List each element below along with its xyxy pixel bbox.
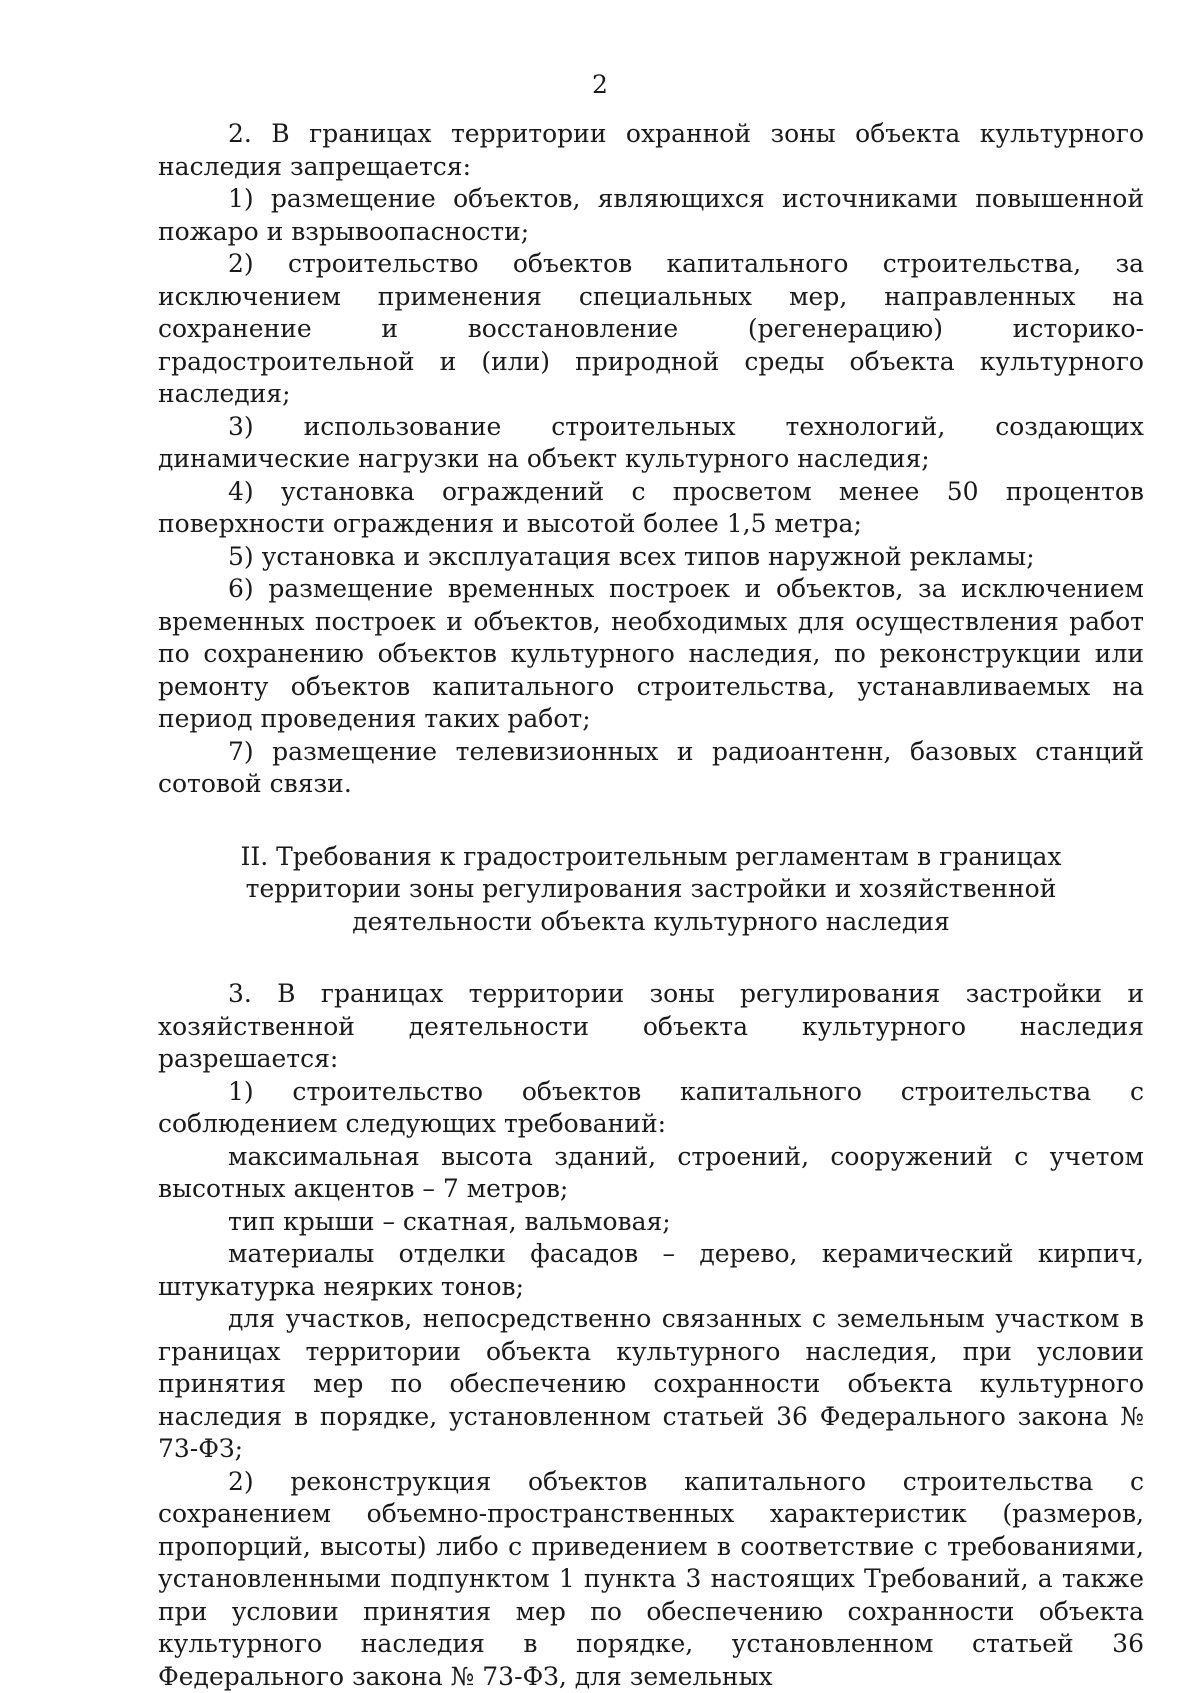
prohibition-item: 6) размещение временных построек и объектов, за исключением временных построек и объектов, необходимых для осуществления работ по сохранению объектов культурного наследия, по реконструкции или ремонту объектов капитального строительства, устанавливаемых на период проведения таких работ; [158,573,1144,736]
document-body [158,118,1144,1693]
requirement-item: максимальная высота зданий, строений, сооружений с учетом высотных акцентов – 7 метров; [158,1141,1144,1206]
prohibition-item: 2) строительство объектов капитального строительства, за исключением применения специальных мер, направленных на сохранение и восстановление (регенерацию) историко-градостроительной и (или) природной среды объекта культурного наследия; [158,248,1144,411]
permission-item: 2) реконструкция объектов капитального строительства с сохранением объемно-пространственных характеристик (размеров, пропорций, высоты) либо с приведением в соответствие с требованиями, установленными подпунктом 1 пункта 3 настоящих Требований, а также при условии принятия мер по обеспечению сохранности объекта культурного наследия в порядке, установленном статьей 36 Федерального закона № 73-ФЗ, для земельных [158,1466,1144,1693]
section-heading: II. Требования к градостроительным регламентам в границах территории зоны регулирования застройки и хозяйственной деятельности объекта культурного наследия [158,841,1144,939]
page-number: 2 [0,70,1200,100]
section-2-intro: 2. В границах территории охранной зоны объекта культурного наследия запрещается: [158,118,1144,183]
prohibition-item: 3) использование строительных технологий, создающих динамические нагрузки на объект культурного наследия; [158,411,1144,476]
requirement-item: материалы отделки фасадов – дерево, керамический кирпич, штукатурка неярких тонов; [158,1238,1144,1303]
prohibition-item: 7) размещение телевизионных и радиоантенн, базовых станций сотовой связи. [158,736,1144,801]
requirement-item: тип крыши – скатная, вальмовая; [158,1206,1144,1239]
permission-item: 1) строительство объектов капитального строительства с соблюдением следующих требований: [158,1076,1144,1141]
prohibition-item: 5) установка и эксплуатация всех типов наружной рекламы; [158,541,1144,574]
section-3-intro: 3. В границах территории зоны регулирования застройки и хозяйственной деятельности объекта культурного наследия разрешается: [158,978,1144,1076]
prohibition-item: 1) размещение объектов, являющихся источниками повышенной пожаро и взрывоопасности; [158,183,1144,248]
prohibition-item: 4) установка ограждений с просветом менее 50 процентов поверхности ограждения и высотой более 1,5 метра; [158,476,1144,541]
requirement-item: для участков, непосредственно связанных с земельным участком в границах территории объекта культурного наследия, при условии принятия мер по обеспечению сохранности объекта культурного наследия в порядке, установленном статьей 36 Федерального закона № 73-ФЗ; [158,1303,1144,1466]
